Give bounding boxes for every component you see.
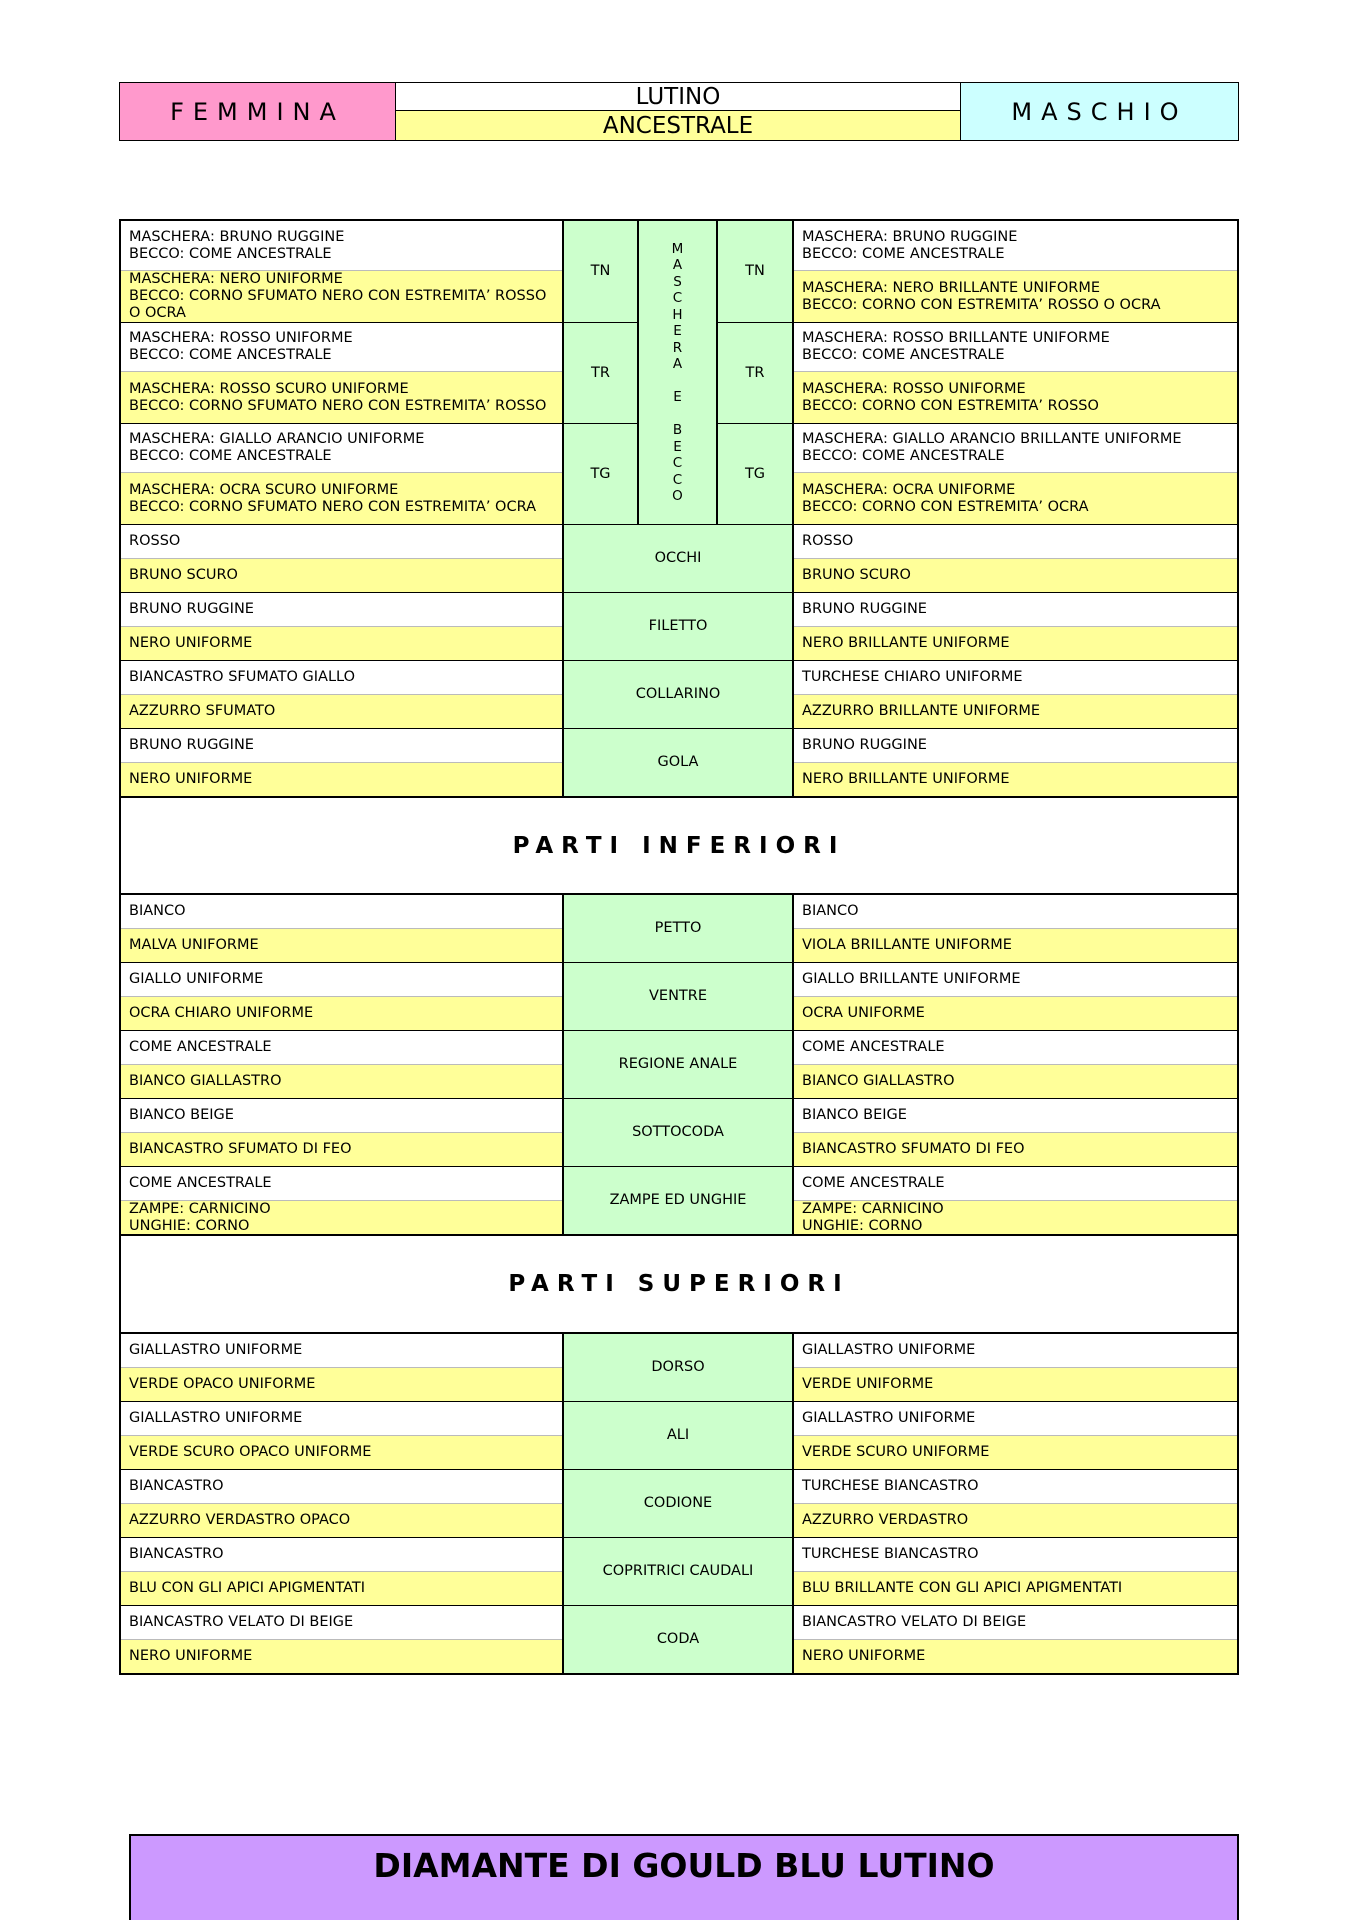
- female-ancestral-cell: MASCHERA: ROSSO SCURO UNIFORME BECCO: CORNO SFUMATO NERO CON ESTREMITA’ ROSSO: [121, 371, 562, 423]
- female-ancestral-cell: BLU CON GLI APICI APIGMENTATI: [121, 1571, 562, 1605]
- female-lutino-cell: MASCHERA: BRUNO RUGGINE BECCO: COME ANCESTRALE: [121, 221, 562, 270]
- female-lutino-cell: BIANCASTRO: [121, 1537, 562, 1571]
- male-ancestral-cell: AZZURRO BRILLANTE UNIFORME: [794, 694, 1237, 728]
- header-ancestral: ANCESTRALE: [396, 111, 960, 141]
- male-lutino-cell: GIALLASTRO UNIFORME: [794, 1401, 1237, 1435]
- female-ancestral-cell: OCRA CHIARO UNIFORME: [121, 996, 562, 1030]
- section-heading-inferiori: PARTI INFERIORI: [121, 796, 1237, 895]
- body-part-label: OCCHI: [562, 524, 794, 592]
- male-lutino-cell: GIALLO BRILLANTE UNIFORME: [794, 962, 1237, 996]
- male-ancestral-cell: NERO UNIFORME: [794, 1639, 1237, 1673]
- female-ancestral-cell: VERDE OPACO UNIFORME: [121, 1367, 562, 1401]
- male-lutino-cell: MASCHERA: BRUNO RUGGINE BECCO: COME ANCESTRALE: [794, 221, 1237, 270]
- mask-beak-vertical-label: [637, 221, 718, 524]
- male-ancestral-cell: NERO BRILLANTE UNIFORME: [794, 762, 1237, 796]
- code-cell: TN: [718, 221, 794, 322]
- male-ancestral-cell: AZZURRO VERDASTRO: [794, 1503, 1237, 1537]
- female-ancestral-cell: BIANCO GIALLASTRO: [121, 1064, 562, 1098]
- mask-label-letter: E: [673, 438, 682, 455]
- male-ancestral-cell: BRUNO SCURO: [794, 558, 1237, 592]
- male-ancestral-cell: VERDE UNIFORME: [794, 1367, 1237, 1401]
- body-part-label: PETTO: [562, 894, 794, 962]
- male-lutino-cell: BIANCO BEIGE: [794, 1098, 1237, 1132]
- male-lutino-cell: TURCHESE CHIARO UNIFORME: [794, 660, 1237, 694]
- male-lutino-cell: ROSSO: [794, 524, 1237, 558]
- mask-label-letter: H: [672, 306, 683, 323]
- male-lutino-cell: TURCHESE BIANCASTRO: [794, 1469, 1237, 1503]
- mask-label-letter: A: [672, 356, 683, 372]
- mask-label-letter: S: [673, 273, 682, 290]
- body-part-label: SOTTOCODA: [562, 1098, 794, 1166]
- female-lutino-cell: GIALLO UNIFORME: [121, 962, 562, 996]
- mask-label-letter: E: [673, 389, 682, 405]
- body-part-label: FILETTO: [562, 592, 794, 660]
- male-ancestral-cell: MASCHERA: OCRA UNIFORME BECCO: CORNO CON ESTREMITA’ OCRA: [794, 472, 1237, 524]
- female-lutino-cell: COME ANCESTRALE: [121, 1166, 562, 1200]
- mask-label-letter: A: [672, 257, 683, 273]
- mask-label-letter: E: [673, 323, 682, 339]
- male-ancestral-cell: BIANCASTRO SFUMATO DI FEO: [794, 1132, 1237, 1166]
- body-part-label: VENTRE: [562, 962, 794, 1030]
- female-lutino-cell: BIANCO: [121, 894, 562, 928]
- male-ancestral-cell: ZAMPE: CARNICINO UNGHIE: CORNO: [794, 1200, 1237, 1234]
- mask-label-letter: C: [672, 471, 683, 488]
- mask-label-letter: B: [672, 422, 683, 438]
- male-lutino-cell: COME ANCESTRALE: [794, 1166, 1237, 1200]
- body-part-label: DORSO: [562, 1333, 794, 1401]
- section-heading-superiori: PARTI SUPERIORI: [121, 1234, 1237, 1334]
- code-cell: TN: [562, 221, 637, 322]
- body-part-label: COLLARINO: [562, 660, 794, 728]
- female-lutino-cell: MASCHERA: ROSSO UNIFORME BECCO: COME ANCESTRALE: [121, 322, 562, 371]
- mask-label-letter: C: [672, 290, 683, 306]
- female-ancestral-cell: MASCHERA: OCRA SCURO UNIFORME BECCO: CORNO SFUMATO NERO CON ESTREMITA’ OCRA: [121, 472, 562, 524]
- species-title: DIAMANTE DI GOULD BLU LUTINO: [129, 1834, 1239, 1920]
- female-lutino-cell: BIANCASTRO: [121, 1469, 562, 1503]
- female-ancestral-cell: NERO UNIFORME: [121, 626, 562, 660]
- male-lutino-cell: BRUNO RUGGINE: [794, 592, 1237, 626]
- mask-label-letter: O: [672, 488, 683, 504]
- male-ancestral-cell: VIOLA BRILLANTE UNIFORME: [794, 928, 1237, 962]
- female-lutino-cell: BRUNO RUGGINE: [121, 728, 562, 762]
- female-lutino-cell: MASCHERA: GIALLO ARANCIO UNIFORME BECCO: COME ANCESTRALE: [121, 423, 562, 472]
- male-lutino-cell: GIALLASTRO UNIFORME: [794, 1333, 1237, 1367]
- female-ancestral-cell: ZAMPE: CARNICINO UNGHIE: CORNO: [121, 1200, 562, 1234]
- body-part-label: ZAMPE ED UNGHIE: [562, 1166, 794, 1234]
- male-ancestral-cell: BIANCO GIALLASTRO: [794, 1064, 1237, 1098]
- male-lutino-cell: BRUNO RUGGINE: [794, 728, 1237, 762]
- body-part-label: ALI: [562, 1401, 794, 1469]
- female-ancestral-cell: BRUNO SCURO: [121, 558, 562, 592]
- body-part-label: GOLA: [562, 728, 794, 796]
- code-cell: TR: [718, 322, 794, 423]
- comparison-table: [119, 219, 1239, 1675]
- female-ancestral-cell: NERO UNIFORME: [121, 762, 562, 796]
- male-lutino-cell: BIANCO: [794, 894, 1237, 928]
- code-cell: TR: [562, 322, 637, 423]
- male-lutino-cell: MASCHERA: GIALLO ARANCIO BRILLANTE UNIFORME BECCO: COME ANCESTRALE: [794, 423, 1237, 472]
- male-lutino-cell: COME ANCESTRALE: [794, 1030, 1237, 1064]
- header-male: MASCHIO: [960, 82, 1239, 141]
- male-ancestral-cell: OCRA UNIFORME: [794, 996, 1237, 1030]
- female-lutino-cell: BRUNO RUGGINE: [121, 592, 562, 626]
- body-part-label: COPRITRICI CAUDALI: [562, 1537, 794, 1605]
- female-ancestral-cell: MALVA UNIFORME: [121, 928, 562, 962]
- header-lutino: LUTINO: [396, 82, 960, 111]
- female-ancestral-cell: MASCHERA: NERO UNIFORME BECCO: CORNO SFUMATO NERO CON ESTREMITA’ ROSSO O OCRA: [121, 270, 562, 322]
- male-ancestral-cell: MASCHERA: ROSSO UNIFORME BECCO: CORNO CON ESTREMITA’ ROSSO: [794, 371, 1237, 423]
- female-lutino-cell: GIALLASTRO UNIFORME: [121, 1401, 562, 1435]
- male-ancestral-cell: MASCHERA: NERO BRILLANTE UNIFORME BECCO: CORNO CON ESTREMITA’ ROSSO O OCRA: [794, 270, 1237, 322]
- code-cell: TG: [718, 423, 794, 524]
- female-lutino-cell: COME ANCESTRALE: [121, 1030, 562, 1064]
- mask-label-letter: R: [672, 339, 683, 356]
- code-cell: TG: [562, 423, 637, 524]
- mask-label-letter: M: [671, 240, 684, 257]
- female-lutino-cell: BIANCASTRO VELATO DI BEIGE: [121, 1605, 562, 1639]
- female-ancestral-cell: AZZURRO VERDASTRO OPACO: [121, 1503, 562, 1537]
- male-ancestral-cell: VERDE SCURO UNIFORME: [794, 1435, 1237, 1469]
- male-ancestral-cell: NERO BRILLANTE UNIFORME: [794, 626, 1237, 660]
- female-ancestral-cell: BIANCASTRO SFUMATO DI FEO: [121, 1132, 562, 1166]
- female-ancestral-cell: VERDE SCURO OPACO UNIFORME: [121, 1435, 562, 1469]
- body-part-label: CODA: [562, 1605, 794, 1673]
- female-lutino-cell: ROSSO: [121, 524, 562, 558]
- female-ancestral-cell: AZZURRO SFUMATO: [121, 694, 562, 728]
- mask-label-letter: C: [672, 455, 683, 471]
- male-lutino-cell: BIANCASTRO VELATO DI BEIGE: [794, 1605, 1237, 1639]
- female-lutino-cell: BIANCASTRO SFUMATO GIALLO: [121, 660, 562, 694]
- body-part-label: CODIONE: [562, 1469, 794, 1537]
- body-part-label: REGIONE ANALE: [562, 1030, 794, 1098]
- female-lutino-cell: GIALLASTRO UNIFORME: [121, 1333, 562, 1367]
- male-ancestral-cell: BLU BRILLANTE CON GLI APICI APIGMENTATI: [794, 1571, 1237, 1605]
- male-lutino-cell: TURCHESE BIANCASTRO: [794, 1537, 1237, 1571]
- header-female: FEMMINA: [119, 82, 396, 141]
- female-ancestral-cell: NERO UNIFORME: [121, 1639, 562, 1673]
- female-lutino-cell: BIANCO BEIGE: [121, 1098, 562, 1132]
- male-lutino-cell: MASCHERA: ROSSO BRILLANTE UNIFORME BECCO: COME ANCESTRALE: [794, 322, 1237, 371]
